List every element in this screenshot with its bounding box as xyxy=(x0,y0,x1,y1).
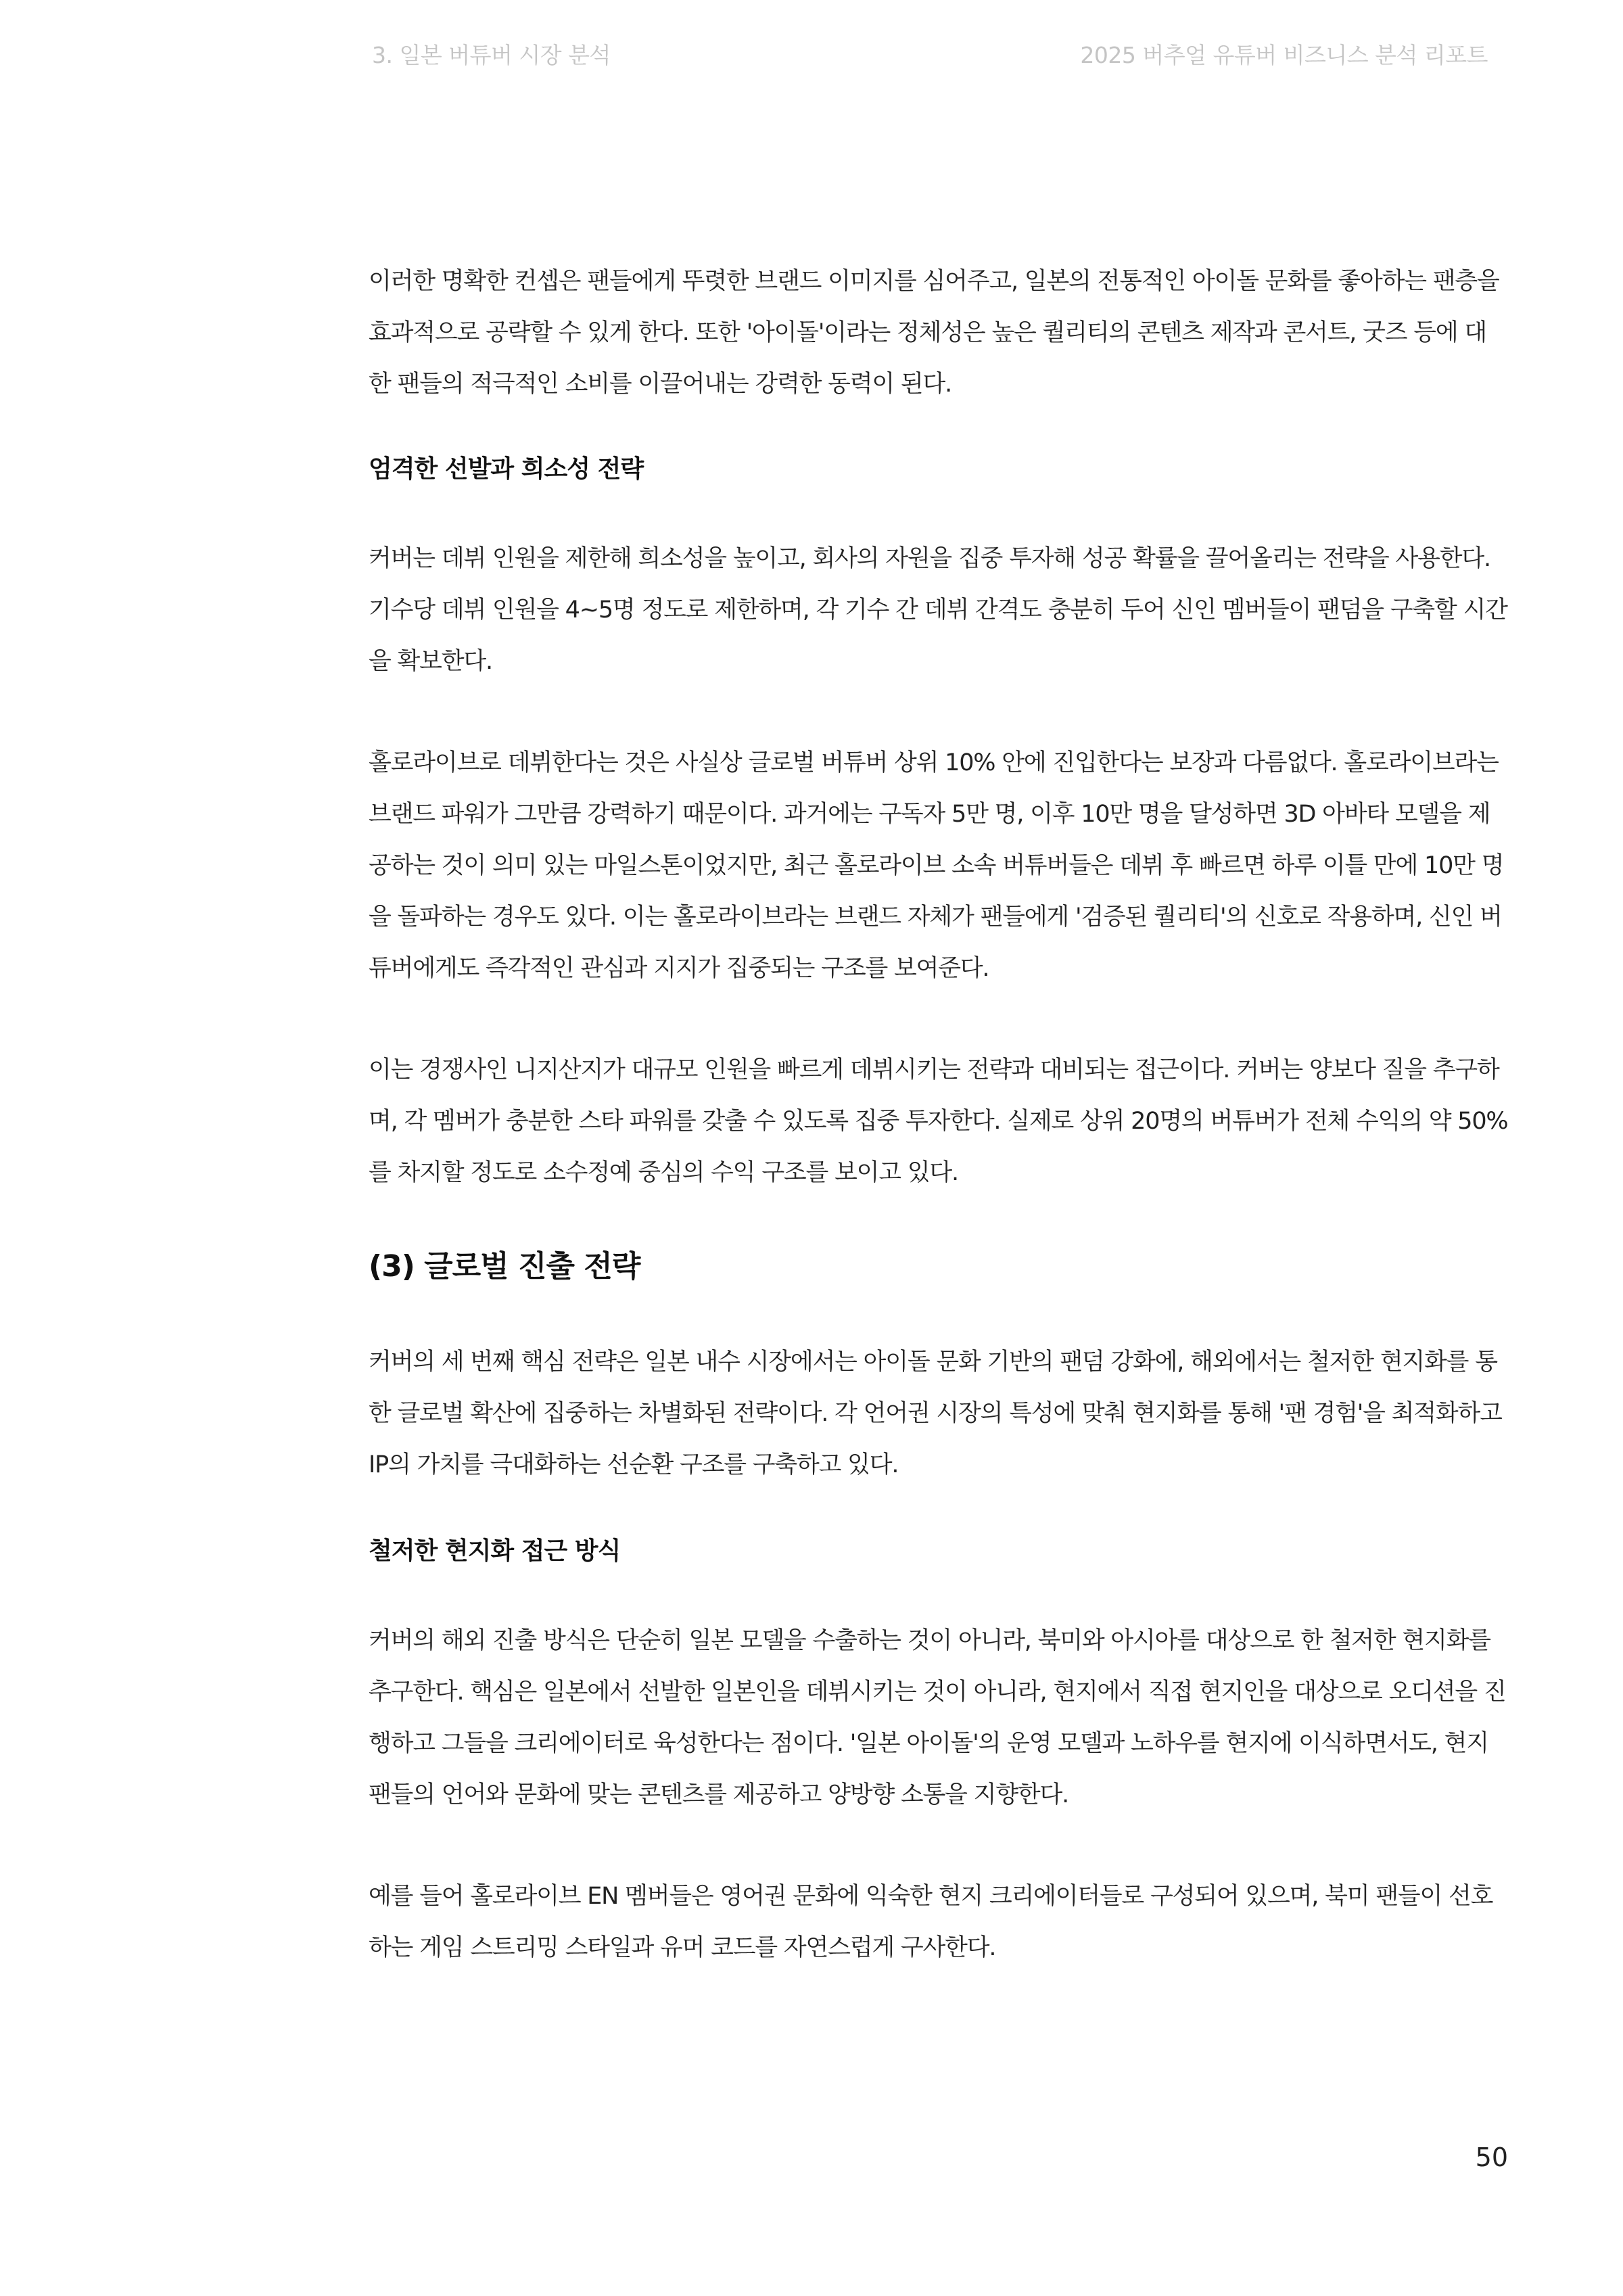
paragraph-competitor-contrast: 이는 경쟁사인 니지산지가 대규모 인원을 빠르게 데뷔시키는 전략과 대비되는 접근이다. 커버는 양보다 질을 추구하며, 각 멤버가 충분한 스타 파워를 갖출 수 있도록 집중 투자한다. 실제로 상위 20명의 버튜버가 전체 수익의 약 50%를 차지할 정도로 소수정예 중심의 수익 구조를 보이고 있다. xyxy=(369,1056,1508,1186)
subheading-selection-scarcity: 엄격한 선발과 희소성 전략 xyxy=(369,455,644,483)
paragraph-hololive-en-example: 예를 들어 홀로라이브 EN 멤버들은 영어권 문화에 익숙한 현지 크리에이터들로 구성되어 있으며, 북미 팬들이 선호하는 게임 스트리밍 스타일과 유머 코드를 자연스럽게 구사한다. xyxy=(369,1883,1493,1961)
paragraph-idol-concept: 이러한 명확한 컨셉은 팬들에게 뚜렷한 브랜드 이미지를 심어주고, 일본의 전통적인 아이돌 문화를 좋아하는 팬층을 효과적으로 공략할 수 있게 한다. 또한 '아이돌'이라는 정체성은 높은 퀄리티의 콘텐츠 제작과 콘서트, 굿즈 등에 대한 팬들의 적극적인 소비를 이끌어내는 강력한 동력이 된다. xyxy=(369,268,1499,398)
subheading-localization: 철저한 현지화 접근 방식 xyxy=(369,1537,621,1565)
paragraph-brand-power: 홀로라이브로 데뷔한다는 것은 사실상 글로벌 버튜버 상위 10% 안에 진입한다는 보장과 다름없다. 홀로라이브라는 브랜드 파워가 그만큼 강력하기 때문이다. 과거에는 구독자 5만 명, 이후 10만 명을 달성하면 3D 아바타 모델을 제공하는 것이 의미 있는 마일스톤이었지만, 최근 홀로라이브 소속 버튜버들은 데뷔 후 빠르면 하루 이틀 만에 10만 명을 돌파하는 경우도 있다. 이는 홀로라이브라는 브랜드 자체가 팬들에게 '검증된 퀄리티'의 신호로 작용하며, 신인 버튜버에게도 즉각적인 관심과 지지가 집중되는 구조를 보여준다. xyxy=(369,749,1504,982)
chapter-title: 3. 일본 버튜버 시장 분석 xyxy=(372,42,611,68)
paragraph-global-strategy: 커버의 세 번째 핵심 전략은 일본 내수 시장에서는 아이돌 문화 기반의 팬덤 강화에, 해외에서는 철저한 현지화를 통한 글로벌 확산에 집중하는 차별화된 전략이다. 각 언어권 시장의 특성에 맞춰 현지화를 통해 '팬 경험'을 최적화하고 IP의 가치를 극대화하는 선순환 구조를 구축하고 있다. xyxy=(369,1349,1502,1478)
report-title: 2025 버추얼 유튜버 비즈니스 분석 리포트 xyxy=(1080,42,1488,68)
paragraph-localization-approach: 커버의 해외 진출 방식은 단순히 일본 모델을 수출하는 것이 아니라, 북미와 아시아를 대상으로 한 철저한 현지화를 추구한다. 핵심은 일본에서 선발한 일본인을 데뷔시키는 것이 아니라, 현지에서 직접 현지인을 대상으로 오디션을 진행하고 그들을 크리에이터로 육성한다는 점이다. '일본 아이돌'의 운영 모델과 노하우를 현지에 이식하면서도, 현지 팬들의 언어와 문화에 맞는 콘텐츠를 제공하고 양방향 소통을 지향한다. xyxy=(369,1627,1506,1808)
page-number: 50 xyxy=(1475,2142,1508,2172)
section-heading-global-strategy: (3) 글로벌 진출 전략 xyxy=(369,1249,640,1284)
running-header xyxy=(372,38,1488,70)
paragraph-debut-limit: 커버는 데뷔 인원을 제한해 희소성을 높이고, 회사의 자원을 집중 투자해 성공 확률을 끌어올리는 전략을 사용한다. 기수당 데뷔 인원을 4~5명 정도로 제한하며, 각 기수 간 데뷔 간격도 충분히 두어 신인 멤버들이 팬덤을 구축할 시간을 확보한다. xyxy=(369,545,1507,675)
page-body xyxy=(369,256,1508,1973)
